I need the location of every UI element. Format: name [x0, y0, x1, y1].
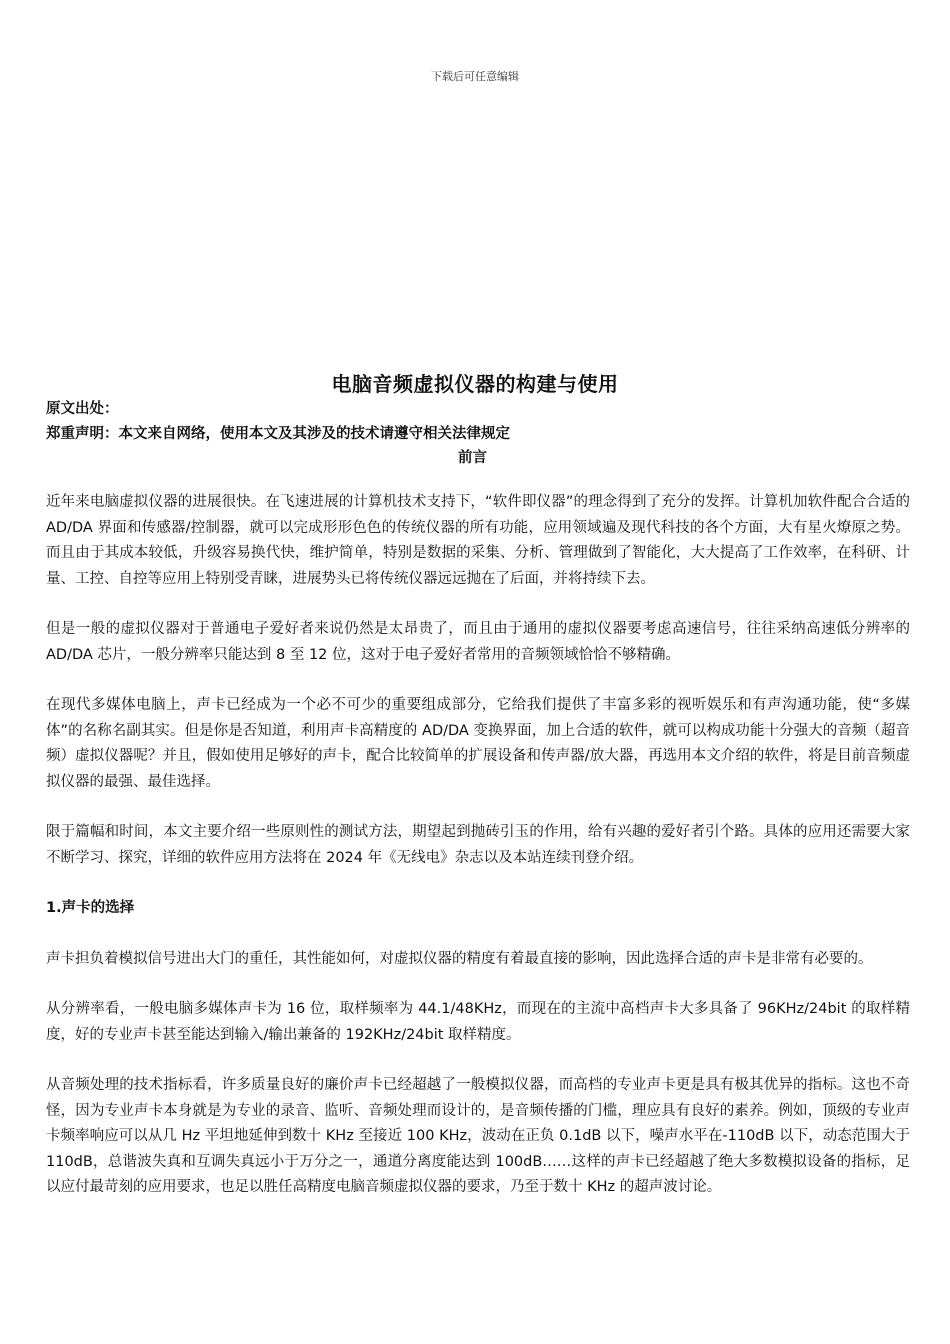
preface-heading: 前言	[458, 450, 487, 466]
paragraph: 声卡担负着模拟信号进出大门的重任，其性能如何，对虚拟仪器的精度有着最直接的影响，因此选择合适的声卡是非常有必要的。	[46, 950, 873, 967]
section-heading: 1.声卡的选择	[46, 900, 135, 916]
document-body	[46, 490, 910, 1226]
document-title: 电脑音频虚拟仪器的构建与使用	[331, 372, 619, 396]
paragraph: 从分辨率看，一般电脑多媒体声卡为 16 位，取样频率为 44.1/48KHz，而现在的主流中高档声卡大多具备了 96KHz/24bit 的取样精度，好的专业声卡甚至能达到输入/输出兼备的 192KHz/24bit 取样精度。	[46, 1001, 910, 1043]
paragraph: 近年来电脑虚拟仪器的进展很快。在飞速进展的计算机技术支持下，“软件即仪器”的理念得到了充分的发挥。计算机加软件配合合适的 AD/DA 界面和传感器/控制器，就可以完成形形色色的传统仪器的所有功能，应用领域遍及现代科技的各个方面，大有星火燎原之势。而且由于其成本较低，升级容易换代快，维护简单，特别是数据的采集、分析、管理做到了智能化，大大提高了工作效率，在科研、计量、工控、自控等应用上特别受青睐，进展势头已将传统仪器远远抛在了后面，并将持续下去。	[46, 494, 910, 587]
paragraph: 在现代多媒体电脑上，声卡已经成为一个必不可少的重要组成部分，它给我们提供了丰富多彩的视听娱乐和有声沟通功能，使“多媒体”的名称名副其实。但是你是否知道，利用声卡高精度的 AD/DA 变换界面，加上合适的软件，就可以构成功能十分强大的音频（超音频）虚拟仪器呢？并且，假如使用足够好的声卡，配合比较简单的扩展设备和传声器/放大器，再选用本文介绍的软件，将是目前音频虚拟仪器的最强、最佳选择。	[46, 697, 910, 790]
page-header-note: 下载后可任意编辑	[431, 70, 519, 83]
paragraph: 限于篇幅和时间，本文主要介绍一些原则性的测试方法，期望起到抛砖引玉的作用，给有兴趣的爱好者引个路。具体的应用还需要大家不断学习、探究，详细的软件应用方法将在 2024 年《无线电》杂志以及本站连续刊登介绍。	[46, 824, 910, 866]
paragraph: 从音频处理的技术指标看，许多质量良好的廉价声卡已经超越了一般模拟仪器，而高档的专业声卡更是具有极其优异的指标。这也不奇怪，因为专业声卡本身就是为专业的录音、监听、音频处理而设计的，是音频传播的门槛，理应具有良好的素养。例如，顶级的专业声卡频率响应可以从几 Hz 平坦地延伸到数十 KHz 至接近 100 KHz，波动在正负 0.1dB 以下，噪声水平在-110dB 以下，动态范围大于 110dB，总谐波失真和互调失真远小于万分之一，通道分离度能达到 100dB……这样的声卡已经超越了绝大多数模拟设备的指标，足以应付最苛刻的应用要求，也足以胜任高精度电脑音频虚拟仪器的要求，乃至于数十 KHz 的超声波讨论。	[46, 1077, 910, 1195]
disclaimer: 郑重声明：本文来自网络，使用本文及其涉及的技术请遵守相关法律规定	[46, 426, 510, 442]
paragraph: 但是一般的虚拟仪器对于普通电子爱好者来说仍然是太昂贵了，而且由于通用的虚拟仪器要考虑高速信号，往往采纳高速低分辨率的 AD/DA 芯片，一般分辨率只能达到 8 至 12 位，这对于电子爱好者常用的音频领域恰恰不够精确。	[46, 621, 910, 663]
source-label: 原文出处：	[46, 401, 119, 417]
